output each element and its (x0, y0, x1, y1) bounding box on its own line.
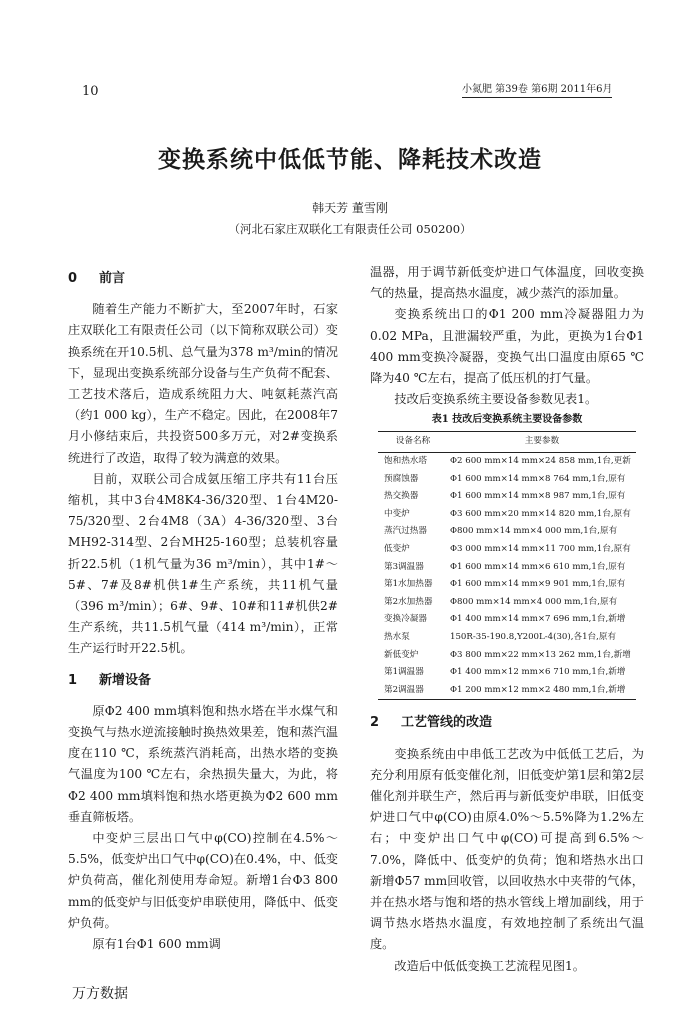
equipment-params-cell: Φ800 mm×14 mm×4 000 mm,1台,原有 (450, 596, 618, 607)
section-number: 1 (68, 672, 78, 688)
paragraph: 原Φ2 400 mm填料饱和热水塔在半水煤气和变换气与热水逆流接触时换热效果差，饱和蒸汽温度在110 ℃，系统蒸汽消耗高，出热水塔的变换气温度为100 ℃左右，余热损失量大，为此，将Φ2 400 mm填料饱和热水塔更换为Φ2 600 mm垂直筛板塔。 (68, 703, 338, 824)
right-column (370, 262, 644, 977)
table-body (378, 453, 636, 700)
equipment-name-cell: 热交换器 (384, 491, 419, 502)
equipment-name-cell: 蒸汽过热器 (384, 526, 427, 537)
section-number: 2 (370, 715, 380, 731)
table-caption: 表1 技改后变换系统主要设备参数 (431, 414, 583, 426)
table-row (378, 611, 636, 629)
page-number: 10 (82, 84, 99, 99)
equipment-name-cell: 低变炉 (384, 543, 410, 554)
section-title: 前言 (99, 271, 126, 286)
equipment-params-cell: Φ800 mm×14 mm×4 000 mm,1台,原有 (450, 526, 618, 537)
equipment-name-cell: 中变炉 (384, 508, 410, 519)
section-heading-0 (68, 268, 338, 289)
table-row (378, 506, 636, 524)
table-header-cell: 主要参数 (448, 432, 636, 453)
running-head: 小氮肥 第39卷 第6期 2011年6月 (462, 80, 612, 98)
paragraph: 中变炉三层出口气中φ(CO)控制在4.5%～5.5%，低变炉出口气中φ(CO)在0.4%，中、低变炉负荷高，催化剂使用寿命短。新增1台Φ3 800 mm的低变炉与旧低变炉串联使用，降低中、低变炉负荷。 (68, 831, 338, 930)
table-row (378, 559, 636, 577)
equipment-params-cell: Φ3 800 mm×22 mm×13 262 mm,1台,新增 (450, 649, 631, 660)
section-heading-2 (370, 712, 644, 733)
left-column (68, 262, 338, 955)
paragraph: 变换系统出口的Φ1 200 mm冷凝器阻力为0.02 MPa，且泄漏较严重，为此，更换为1台Φ1 400 mm变换冷凝器，变换气出口温度由原65 ℃降为40 ℃左右，提高了低压机的打气量。 (370, 307, 644, 386)
table-row (378, 682, 636, 700)
equipment-name-cell: 第1水加热器 (384, 579, 433, 590)
paragraph: 技改后变换系统主要设备参数见表1。 (394, 392, 598, 407)
equipment-name-cell: 热水泵 (384, 631, 410, 642)
equipment-name-cell: 新低变炉 (384, 649, 419, 660)
paragraph: 温器，用于调节新低变炉进口气体温度，回收变换气的热量，提高热水温度，减少蒸汽的添加量。 (370, 265, 644, 301)
equipment-params-cell: 150R-35-190.8,Y200L-4(30),各1台,原有 (450, 631, 617, 642)
table-row (378, 664, 636, 682)
equipment-name-cell: 饱和热水塔 (384, 456, 427, 467)
equipment-params-cell: Φ1 600 mm×14 mm×9 901 mm,1台,原有 (450, 579, 626, 590)
equipment-name-cell: 第2水加热器 (384, 596, 433, 607)
footer-watermark: 万方数据 (72, 986, 128, 1002)
paragraph: 原有1台Φ1 600 mm调 (92, 937, 221, 952)
equipment-params-cell: Φ1 600 mm×14 mm×6 610 mm,1台,原有 (450, 561, 626, 572)
equipment-name-cell: 预腐蚀器 (384, 473, 419, 484)
equipment-name-cell: 变换冷凝器 (384, 614, 427, 625)
table-row (378, 594, 636, 612)
table-row (378, 488, 636, 506)
article-title: 变换系统中低低节能、降耗技术改造 (158, 147, 542, 173)
table-row (378, 629, 636, 647)
affiliation: （河北石家庄双联化工有限责任公司 050200） (228, 222, 472, 236)
equipment-params-cell: Φ2 600 mm×14 mm×24 858 mm,1台,更新 (450, 456, 631, 467)
equipment-name-cell: 第3调温器 (384, 561, 424, 572)
equipment-params-cell: Φ1 400 mm×14 mm×7 696 mm,1台,新增 (450, 614, 626, 625)
equipment-params-cell: Φ1 400 mm×12 mm×6 710 mm,1台,新增 (450, 667, 626, 678)
paragraph: 改造后中低低变换工艺流程见图1。 (394, 958, 585, 973)
equipment-params-cell: Φ1 200 mm×12 mm×2 480 mm,1台,新增 (450, 684, 626, 695)
section-heading-1 (68, 670, 338, 691)
table-row (378, 471, 636, 489)
equipment-params-cell: Φ3 000 mm×14 mm×11 700 mm,1台,原有 (450, 543, 631, 554)
paragraph: 目前，双联公司合成氨压缩工序共有11台压缩机，其中3台4M8K4-36/320型、1台4M20-75/320型、2台4M8（3A）4-36/320型、3台MH92-314型、2台MH25-160型；总装机容量折22.5机（1机气量为36 m³/min），其中1#～5#、7#及8#机供1#生产系统，共11机气量（396 m³/min）；6#、9#、10#和11#机供2#生产系统，共11.5机气量（414 m³/min），正常生产运行时开22.5机。 (68, 471, 338, 656)
authors: 韩天芳 董雪刚 (312, 201, 388, 215)
table-row (378, 647, 636, 665)
table-row (378, 453, 636, 471)
section-number: 0 (68, 271, 78, 286)
table-header-row (378, 432, 636, 453)
table-row (378, 523, 636, 541)
section-title: 工艺管线的改造 (401, 715, 493, 731)
equipment-params-cell: Φ3 600 mm×20 mm×14 820 mm,1台,原有 (450, 508, 631, 519)
equipment-params-cell: Φ1 600 mm×14 mm×8 764 mm,1台,原有 (450, 473, 626, 484)
table-row (378, 576, 636, 594)
paragraph: 变换系统由中串低工艺改为中低低工艺后，为充分利用原有低变催化剂，旧低变炉第1层和第2层催化剂并联生产，然后再与新低变炉串联，旧低变炉进口气中φ(CO)由原4.0%～5.5%降为1.2%左右；中变炉出口气中φ(CO)可提高到6.5%～7.0%，降低中、低变炉的负荷；饱和塔热水出口新增Φ57 mm回收管，以回收热水中夹带的气体，并在热水塔与饱和塔的热水管线上增加副线，用于调节热水塔热水温度，有效地控制了系统出气温度。 (370, 746, 644, 952)
equipment-name-cell: 第1调温器 (384, 667, 424, 678)
paragraph: 随着生产能力不断扩大，至2007年时，石家庄双联化工有限责任公司（以下简称双联公司）变换系统在开10.5机、总气量为378 m³/min的情况下，显现出变换系统部分设备与生产负荷不配套、工艺技术落后，造成系统阻力大、吨氨耗蒸汽高（约1 000 kg），生产不稳定。因此，在2008年7月小修结束后，共投资500多万元，对2#变换系统进行了改造，取得了较为满意的效果。 (68, 302, 338, 465)
table-row (378, 541, 636, 559)
table-header-cell: 设备名称 (378, 432, 448, 453)
equipment-name-cell: 第2调温器 (384, 684, 424, 695)
equipment-table (378, 431, 636, 700)
section-title: 新增设备 (99, 672, 152, 688)
equipment-params-cell: Φ1 600 mm×14 mm×8 987 mm,1台,原有 (450, 491, 626, 502)
